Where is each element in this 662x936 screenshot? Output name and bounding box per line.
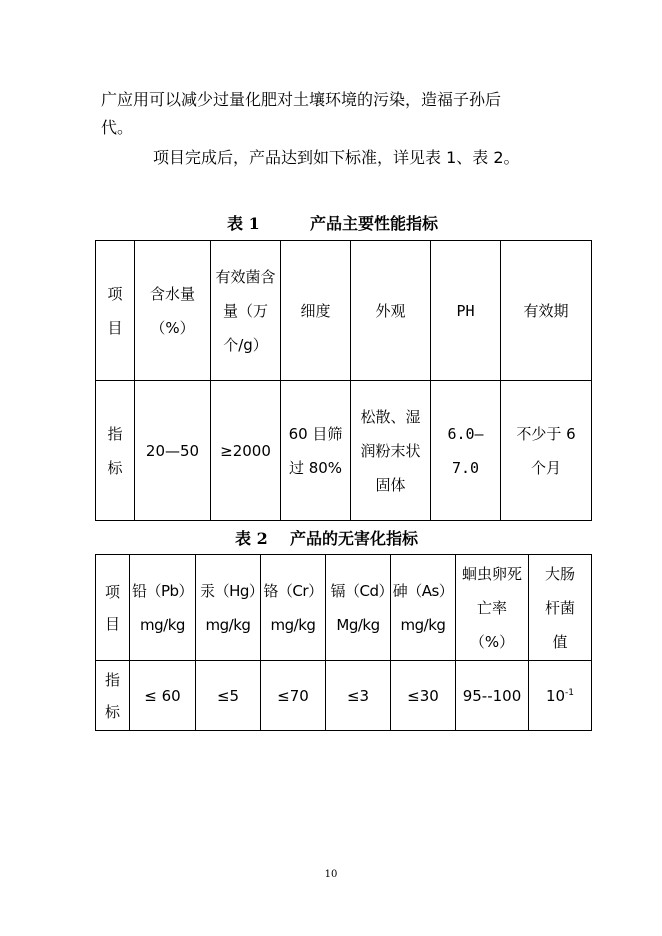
table-harmless-indicators	[95, 554, 592, 731]
table1-cell-bacteria: ≥2000	[211, 381, 281, 521]
table2-header-cell: 蛔虫卵死亡率（%）	[456, 555, 529, 661]
paragraph-line-2: 代。	[101, 118, 134, 137]
table2-cell-chromium: ≤70	[261, 661, 326, 731]
table2-header-row	[96, 555, 592, 661]
table1-header-cell: 外观	[351, 241, 431, 381]
table1-cell-fineness: 60 目筛过 80%	[281, 381, 351, 521]
table2-cell-mercury: ≤5	[196, 661, 261, 731]
table1-data-row	[96, 381, 592, 521]
table2-header-cell: 汞（Hg）mg/kg	[196, 555, 261, 661]
table2-header-cell: 镉（Cd）Mg/kg	[326, 555, 391, 661]
table-performance-indicators	[95, 240, 592, 521]
table2-header-cell: 砷（As）mg/kg	[391, 555, 456, 661]
table1-cell-moisture: 20—50	[135, 381, 211, 521]
table1-cell-ph: 6.0—7.0	[431, 381, 501, 521]
table1-header-row	[96, 241, 592, 381]
table2-cell-ecoli	[529, 661, 592, 731]
table1-caption-number: 表 1	[227, 214, 260, 233]
table2-cell-roundworm: 95--100	[456, 661, 529, 731]
table2-header-cell: 铅（Pb）mg/kg	[130, 555, 196, 661]
table1-row-label: 指标	[96, 381, 135, 521]
table2-row-label: 指标	[96, 661, 130, 731]
table2-caption-title: 产品的无害化指标	[290, 529, 419, 548]
table1-cell-shelf-life: 不少于 6 个月	[501, 381, 592, 521]
table2-cell-cadmium: ≤3	[326, 661, 391, 731]
table1-header-cell: 细度	[281, 241, 351, 381]
paragraph-line-3: 项目完成后，产品达到如下标准，详见表 1、表 2。	[153, 148, 520, 167]
table1-header-cell: 有效菌含量（万个/g）	[211, 241, 281, 381]
table2-header-cell: 项目	[96, 555, 130, 661]
table2-data-row	[96, 661, 592, 731]
table1-header-cell: 项目	[96, 241, 135, 381]
table2-header-cell: 铬（Cr）mg/kg	[261, 555, 326, 661]
ecoli-value: $10^{-1}$	[545, 686, 575, 705]
table1-header-cell: 有效期	[501, 241, 592, 381]
table1-caption-title: 产品主要性能指标	[310, 214, 439, 233]
table2-header-cell: 大肠杆菌值	[529, 555, 592, 661]
table2-cell-arsenic: ≤30	[391, 661, 456, 731]
table2-cell-lead: ≤ 60	[130, 661, 196, 731]
table1-header-cell: 含水量（%）	[135, 241, 211, 381]
table2-caption-number: 表 2	[235, 529, 268, 548]
paragraph-line-1: 广应用可以减少过量化肥对土壤环境的污染，造福子孙后	[101, 90, 502, 109]
page-number: 10	[324, 869, 338, 880]
table1-header-cell: PH	[431, 241, 501, 381]
table1-cell-appearance: 松散、湿润粉末状固体	[351, 381, 431, 521]
